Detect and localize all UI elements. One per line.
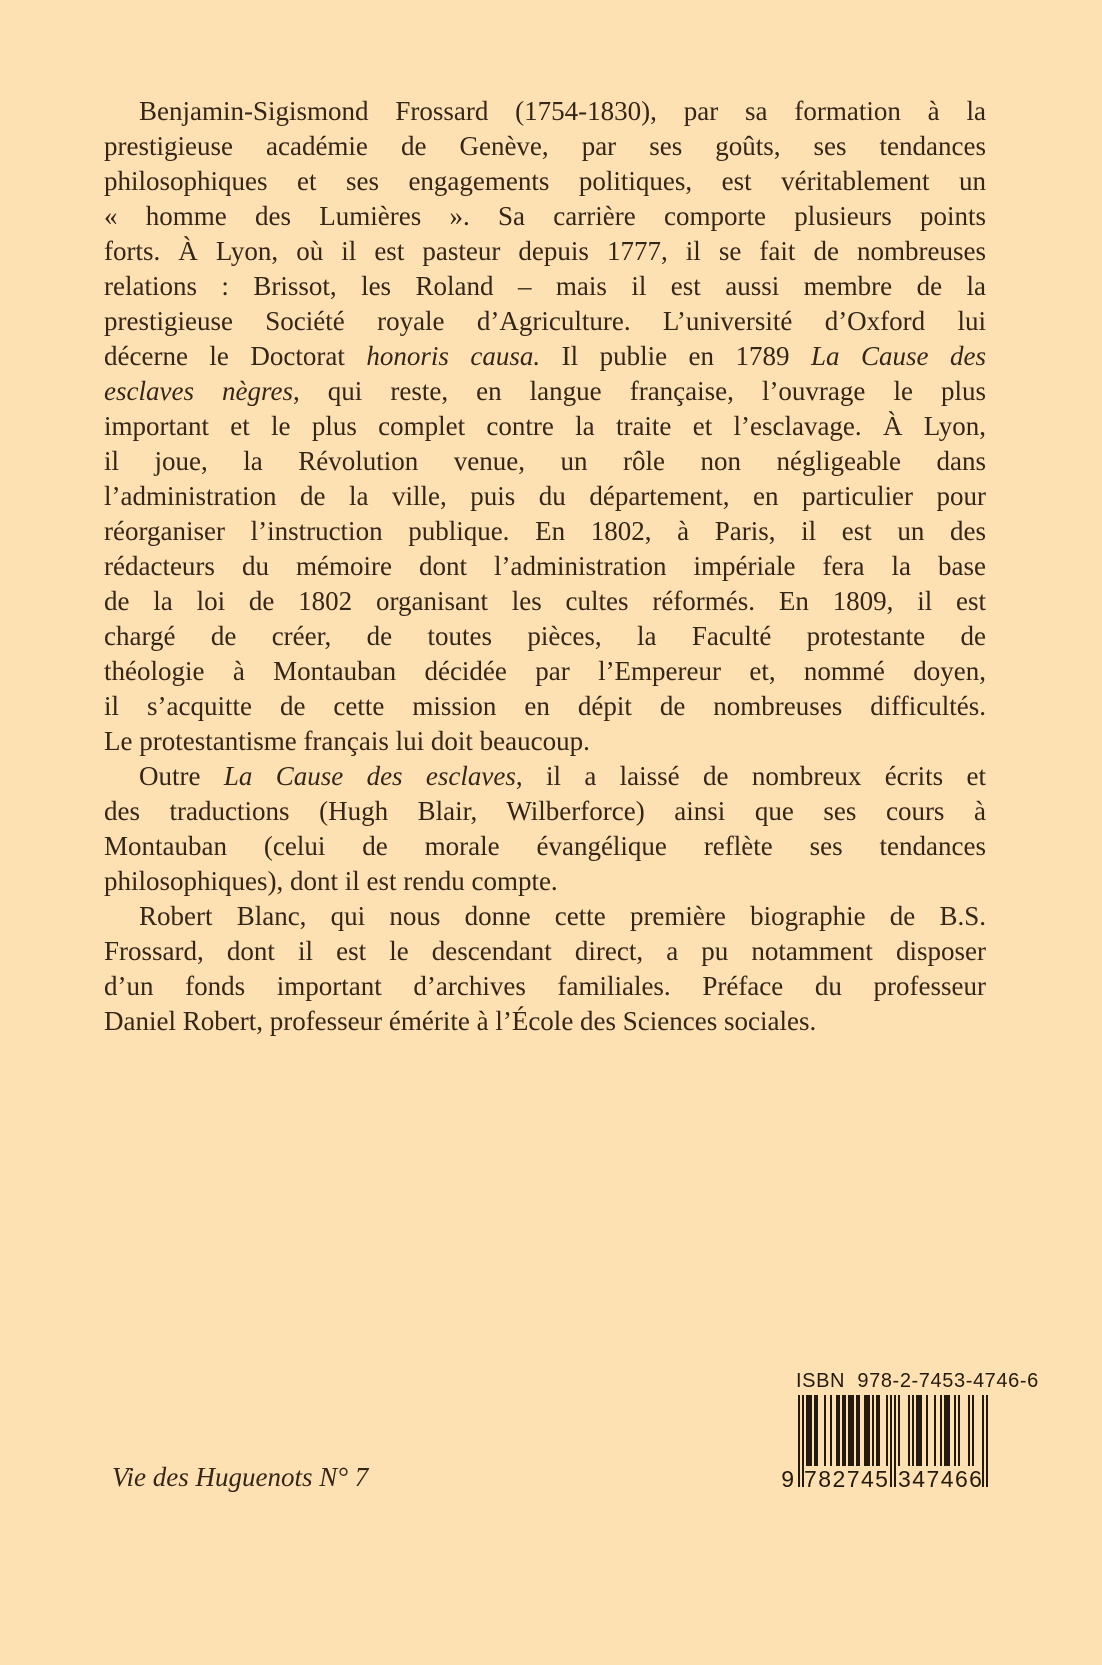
text-line: relations : Brissot, les Roland – mais il est aussi membre de la: [104, 271, 986, 301]
barcode-digit: 7: [846, 1466, 860, 1492]
barcode-digit: 4: [860, 1466, 874, 1492]
text-line: rédacteurs du mémoire dont l’administration impériale fera la base: [104, 551, 986, 581]
barcode-digit: 5: [875, 1466, 888, 1492]
text-line: « homme des Lumières ». Sa carrière comporte plusieurs points: [104, 201, 986, 231]
text-line: prestigieuse Société royale d’Agriculture. L’université d’Oxford lui: [104, 306, 986, 336]
barcode-digit: 6: [969, 1466, 982, 1492]
text-line: forts. À Lyon, où il est pasteur depuis 1777, il se fait de nombreuses: [104, 236, 986, 266]
text-line: réorganiser l’instruction publique. En 1802, à Paris, il est un des: [104, 516, 986, 546]
barcode-digit: 7: [804, 1466, 817, 1492]
barcode-right-digits: [898, 1467, 982, 1492]
barcode-digit: 2: [832, 1466, 846, 1492]
isbn-label: ISBN 978-2-7453-4746-6: [796, 1370, 1039, 1392]
text-line: de la loi de 1802 organisant les cultes réformés. En 1809, il est: [104, 586, 986, 616]
text-line: Montauban (celui de morale évangélique reflète ses tendances: [104, 831, 986, 861]
barcode-digit: 4: [940, 1466, 954, 1492]
text-line: décerne le Doctorat honoris causa. Il publie en 1789 La Cause des: [104, 341, 987, 371]
ean13-barcode: [781, 1395, 988, 1497]
text-line: Robert Blanc, qui nous donne cette première biographie de B.S.: [139, 901, 986, 931]
text-line: Daniel Robert, professeur émérite à l’École des Sciences sociales.: [104, 1006, 817, 1036]
text-line: esclaves nègres, qui reste, en langue française, l’ouvrage le plus: [104, 376, 987, 406]
text-line: il joue, la Révolution venue, un rôle non négligeable dans: [104, 446, 986, 476]
text-line: philosophiques), dont il est rendu compte.: [104, 866, 558, 896]
text-line: Frossard, dont il est le descendant direct, a pu notamment disposer: [104, 936, 986, 966]
text-line: d’un fonds important d’archives familiales. Préface du professeur: [104, 971, 986, 1001]
barcode-digit: 6: [954, 1466, 968, 1492]
back-cover-text: [104, 94, 986, 1039]
text-line: prestigieuse académie de Genève, par ses goûts, ses tendances: [104, 131, 986, 161]
text-line: l’administration de la ville, puis du département, en particulier pour: [104, 481, 986, 511]
text-line: théologie à Montauban décidée par l’Empereur et, nommé doyen,: [104, 656, 986, 686]
barcode-digit: 8: [818, 1466, 832, 1492]
text-line: chargé de créer, de toutes pièces, la Faculté protestante de: [104, 621, 986, 651]
text-line: Outre La Cause des esclaves, il a laissé de nombreux écrits et: [139, 761, 986, 791]
barcode-digit: 3: [898, 1466, 911, 1492]
text-line: philosophiques et ses engagements politiques, est véritablement un: [104, 166, 986, 196]
barcode-left-digits: [804, 1467, 888, 1492]
text-line: il s’acquitte de cette mission en dépit de nombreuses difficultés.: [104, 691, 986, 721]
text-line: important et le plus complet contre la traite et l’esclavage. À Lyon,: [104, 411, 986, 441]
text-line: Benjamin-Sigismond Frossard (1754-1830), par sa formation à la: [139, 96, 986, 126]
text-line: des traductions (Hugh Blair, Wilberforce) ainsi que ses cours à: [104, 796, 986, 826]
barcode-bar: [986, 1395, 988, 1487]
text-line: Le protestantisme français lui doit beaucoup.: [104, 726, 590, 756]
barcode-digit: 4: [912, 1466, 926, 1492]
barcode-digit: 7: [926, 1466, 940, 1492]
barcode-first-digit: 9: [781, 1466, 794, 1492]
series-label: Vie des Huguenots N° 7: [112, 1462, 369, 1492]
